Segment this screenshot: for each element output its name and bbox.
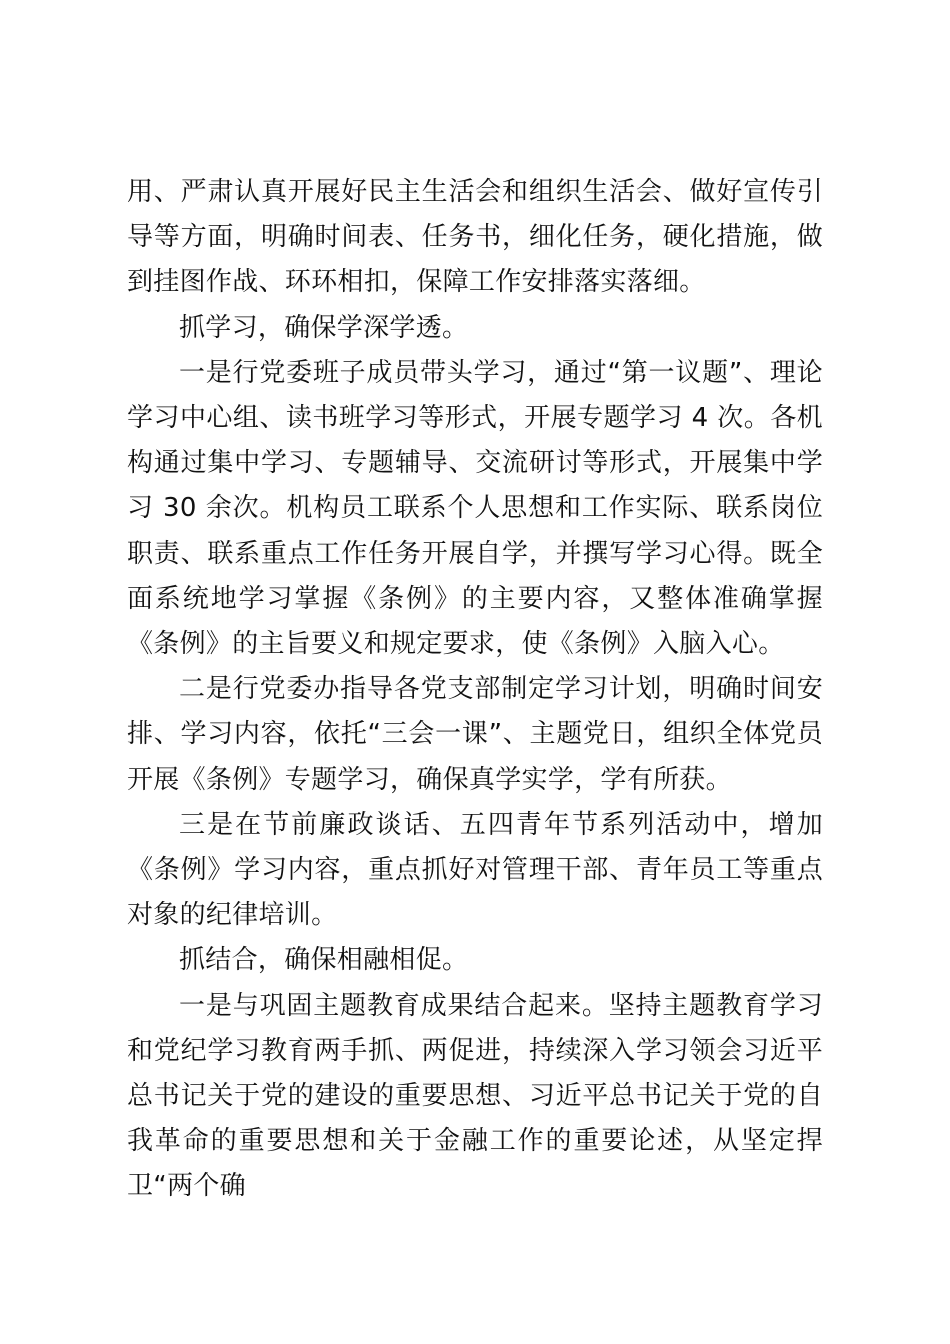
paragraph: 二是行党委办指导各党支部制定学习计划，明确时间安排、学习内容，依托“三会一课”、主题党日，组织全体党员开展《条例》专题学习，确保真学实学，学有所获。: [127, 674, 823, 795]
document-body: [127, 170, 823, 1210]
paragraph: 一是行党委班子成员带头学习，通过“第一议题”、理论学习中心组、读书班学习等形式，开展专题学习 4 次。各机构通过集中学习、专题辅导、交流研讨等形式，开展集中学习 30 余次。机构员工联系个人思想和工作实际、联系岗位职责、联系重点工作任务开展自学，并撰写学习心得。既全面系统地学习掌握《条例》的主要内容，又整体准确掌握《条例》的主旨要义和规定要求，使《条例》入脑入心。: [127, 357, 823, 660]
paragraph: 三是在节前廉政谈话、五四青年节系列活动中，增加《条例》学习内容，重点抓好对管理干部、青年员工等重点对象的纪律培训。: [127, 809, 823, 931]
paragraph: 用、严肃认真开展好民主生活会和组织生活会、做好宣传引导等方面，明确时间表、任务书，细化任务，硬化措施，做到挂图作战、环环相扣，保障工作安排落实落细。: [127, 177, 823, 298]
section-heading: 抓结合，确保相融相促。: [179, 945, 469, 976]
section-heading: 抓学习，确保学深学透。: [179, 312, 469, 343]
paragraph: 一是与巩固主题教育成果结合起来。坚持主题教育学习和党纪学习教育两手抓、两促进，持续深入学习领会习近平总书记关于党的建设的重要思想、习近平总书记关于党的自我革命的重要思想和关于金融工作的重要论述，从坚定捍卫“两个确: [127, 990, 823, 1202]
